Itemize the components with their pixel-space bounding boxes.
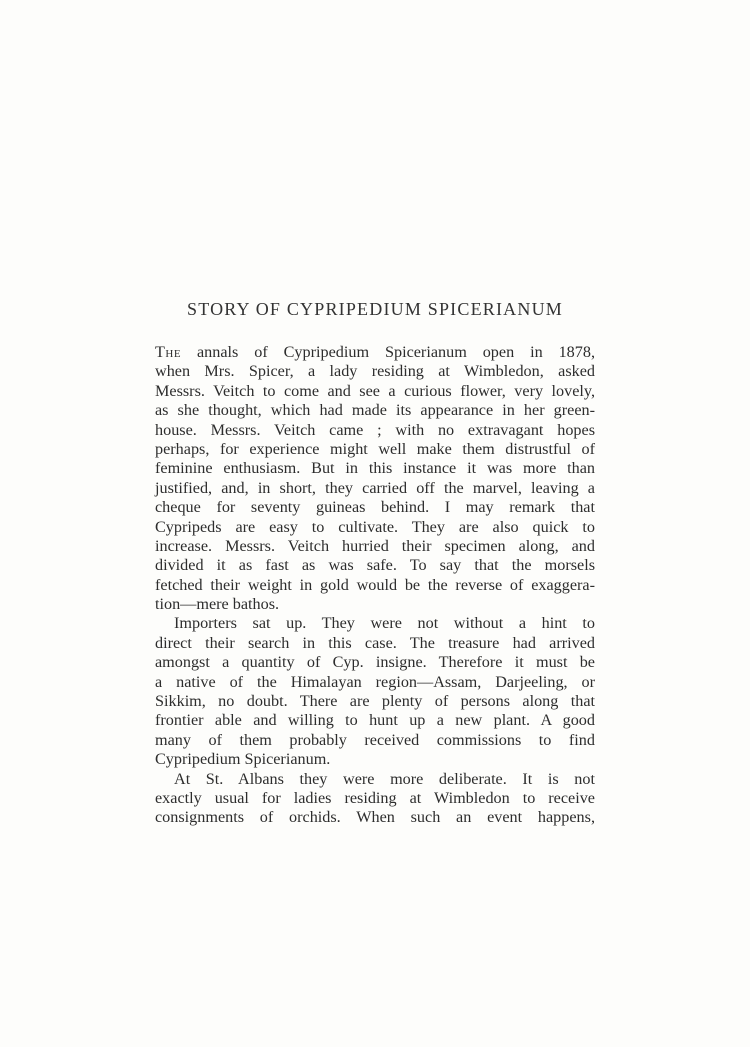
text-line: exactly usual for ladies residing at Wimbledon to receive	[155, 788, 595, 807]
text-line: frontier able and willing to hunt up a new plant. A good	[155, 711, 595, 730]
text-line: Sikkim, no doubt. There are plenty of persons along that	[155, 692, 595, 711]
text-line: consignments of orchids. When such an event happens,	[155, 808, 595, 827]
text-line: direct their search in this case. The treasure had arrived	[155, 633, 595, 652]
text-line: Importers sat up. They were not without a hint to	[174, 614, 595, 633]
text-line: house. Messrs. Veitch came ; with no extravagant hopes	[155, 420, 595, 439]
text-line: At St. Albans they were more deliberate. It is not	[174, 769, 595, 788]
text-line: perhaps, for experience might well make them distrustful of	[155, 439, 595, 458]
line-text: annals of Cypripedium Spicerianum open in 1878,	[181, 343, 595, 361]
text-line: feminine enthusiasm. But in this instance it was more than	[155, 459, 595, 478]
text-line: cheque for seventy guineas behind. I may remark that	[155, 498, 595, 517]
text-line: many of them probably received commissions to find	[155, 730, 595, 749]
text-line: when Mrs. Spicer, a lady residing at Wimbledon, asked	[155, 362, 595, 381]
chapter-title: STORY OF CYPRIPEDIUM SPICERIANUM	[187, 299, 563, 319]
text-line: Messrs. Veitch to come and see a curious flower, very lovely,	[155, 381, 595, 400]
text-line: amongst a quantity of Cyp. insigne. Therefore it must be	[155, 653, 595, 672]
text-line: divided it as fast as was safe. To say that the morsels	[155, 556, 595, 575]
text-line	[155, 343, 595, 362]
text-line: as she thought, which had made its appearance in her green-	[155, 401, 595, 420]
drop-lead: The	[155, 343, 182, 361]
text-line: a native of the Himalayan region—Assam, Darjeeling, or	[155, 672, 595, 691]
body-text	[155, 343, 595, 828]
text-line: tion—mere bathos.	[155, 595, 280, 614]
text-line: justified, and, in short, they carried off the marvel, leaving a	[155, 478, 595, 497]
text-line: Cypripeds are easy to cultivate. They are also quick to	[155, 517, 595, 536]
text-line: Cypripedium Spicerianum.	[155, 750, 331, 769]
text-line: increase. Messrs. Veitch hurried their specimen along, and	[155, 536, 595, 555]
text-line: fetched their weight in gold would be the reverse of exaggera-	[155, 575, 595, 594]
